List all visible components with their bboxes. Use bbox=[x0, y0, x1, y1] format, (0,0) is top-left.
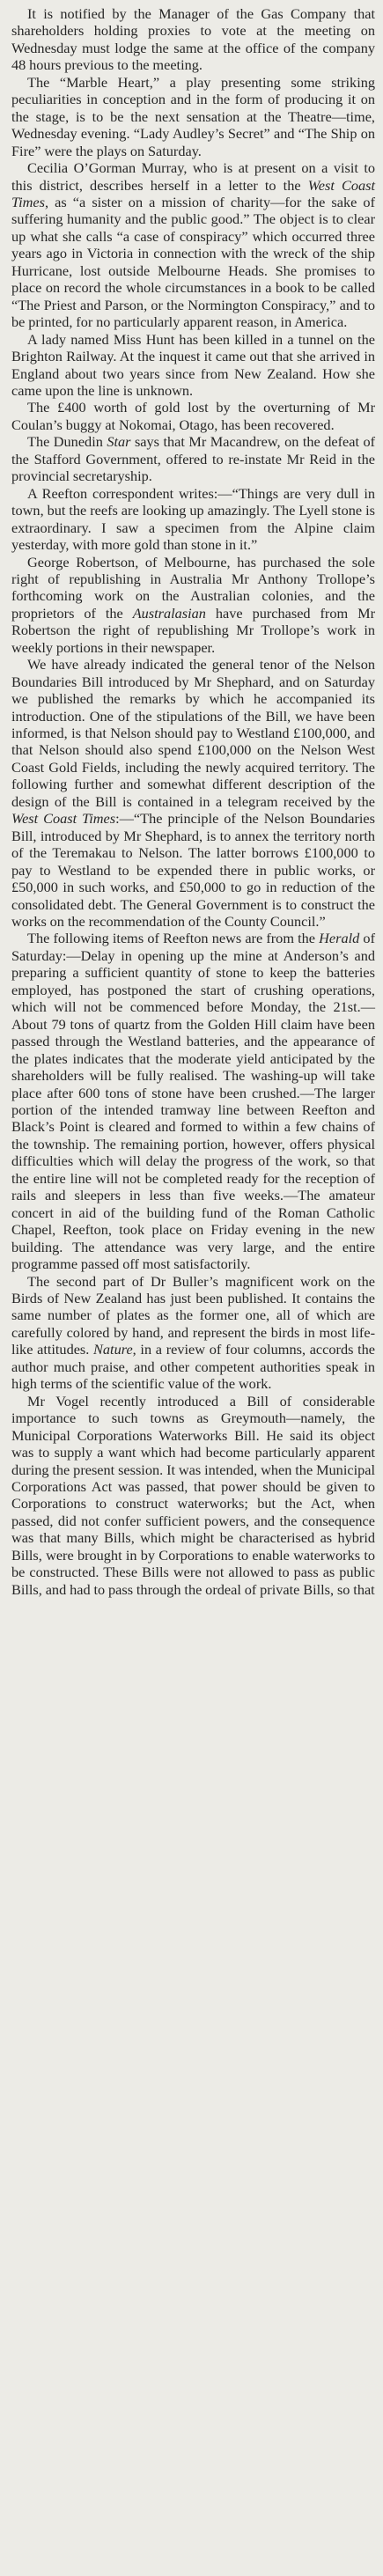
article-paragraph bbox=[11, 485, 375, 554]
paragraph-text: It is notified by the Manager of the Gas Company that shareholders holding proxies to vote at the meeting on Wednesday must lodge the same at the office of the company 48 hours previous to the meeting. bbox=[11, 5, 375, 74]
publication-title: West Coast Times bbox=[11, 810, 116, 828]
article-paragraph bbox=[11, 1273, 375, 1393]
article-paragraph bbox=[11, 554, 375, 657]
paragraph-text: of Saturday:—Delay in opening up the mine at Anderson’s and preparing a sufficient quantity of stone to keep the batteries employed, has postponed the start of crushing operations, which will not be commenced before Monday, the 21st.—About 79 tons of quartz from the Golden Hill claim have been passed through the Westland batteries, and the appearance of the plates indicates that the moderate yield anticipated by the shareholders will be fully realised. The washing-up will take place after 600 tons of stone have been crushed.—The larger portion of the intended tramway line between Reefton and Black’s Point is cleared and formed to within a few chains of the township. The remaining portion, however, offers physical difficulties which will delay the progress of the work, so that the entire line will not be completed ready for the reception of rails and sleepers in less than five weeks.—The amateur concert in aid of the building fund of the Roman Catholic Chapel, Reefton, took place on Friday evening in the new building. The attendance was very large, and the entire programme passed off most satisfactorily. bbox=[11, 930, 375, 1273]
publication-title: West Coast Times bbox=[11, 176, 375, 210]
article-paragraph bbox=[11, 433, 375, 484]
publication-title: Star bbox=[107, 433, 131, 451]
paragraph-text: says that Mr Macandrew, on the defeat of the Stafford Government, offered to re-instate Mr Reid in the provincial secretaryship. bbox=[11, 433, 376, 485]
article-paragraph bbox=[11, 399, 375, 433]
paragraph-text: George Robertson, of Melbourne, has purchased the sole right of republishing in Australia Mr Anthony Trollope’s forthcoming work on the Australian colonies, and the proprietors of the bbox=[11, 553, 375, 622]
paragraph-text: We have already indicated the general tenor of the Nelson Boundaries Bill introduced by Mr Shephard, and on Saturday we published the remarks by which he accompanied its introduction. One of the stipulations of the Bill, we have been informed, is that Nelson should pay to Westland £100,000, and that Nelson should also spend £100,000 on the Nelson West Coast Gold Fields, including the newly acquired territory. The following further and somewhat different description of the design of the Bill is contained in a telegram received by the bbox=[11, 656, 375, 810]
paragraph-text: A lady named Miss Hunt has been killed in a tunnel on the Brighton Railway. At the inquest it came out that she arrived in England about two years since from New Zealand. How she came upon the line is unknown. bbox=[11, 330, 375, 399]
publication-title: Australasian bbox=[132, 604, 206, 622]
article-paragraph bbox=[11, 159, 375, 331]
paragraph-text: Mr Vogel recently introduced a Bill of considerable importance to such towns as Greymouth—namely, the Municipal Corporations Waterworks Bill. He said its object was to supply a want which had become particularly apparent during the present session. It was intended, when the Municipal Corporations Act was passed, that power should be given to Corporations to construct waterworks; but the Act, when passed, did not confer sufficient powers, and the consequence was that many Bills, which might be characterised as hybrid Bills, were brought in by Corporations to enable waterworks to be constructed. These Bills were not allowed to pass as public Bills, and had to pass through the ordeal of private Bills, so that bbox=[11, 1392, 375, 1598]
paragraph-text: The following items of Reefton news are from the bbox=[27, 930, 320, 947]
article-paragraph bbox=[11, 331, 375, 400]
paragraph-text: , in a review of four columns, accords the author much praise, and other competent authorities speak in high terms of the scientific value of the work. bbox=[11, 1341, 376, 1393]
publication-title: Nature bbox=[93, 1341, 133, 1358]
article-paragraph bbox=[11, 656, 375, 930]
paragraph-text: The second part of Dr Buller’s magnificent work on the Birds of New Zealand has just been published. It contains the same number of plates as the former one, all of which are carefully colored by hand, and represent the birds in most life-like attitudes. bbox=[11, 1272, 375, 1358]
paragraph-text: The “Marble Heart,” a play presenting some striking peculiarities in conception and in the form of producing it on the stage, is to be the next sensation at the Theatre—time, Wednesday evening. “Lady Audley’s Secret” and “The Ship on Fire” were the plays on Saturday. bbox=[11, 73, 375, 159]
paragraph-text: A Reefton correspondent writes:—“Things are very dull in town, but the reefs are looking up amazingly. The Lyell stone is extraordinary. I saw a specimen from the Alpine claim yesterday, with more gold than stone in it.” bbox=[11, 484, 375, 554]
paragraph-text: The £400 worth of gold lost by the overturning of Mr Coulan’s buggy at Nokomai, Otago, has been recovered. bbox=[11, 399, 375, 433]
paragraph-text: have purchased from Mr Robertson the right of republishing Mr Trollope’s work in weekly portions in their newspaper. bbox=[11, 604, 375, 656]
paragraph-text: Cecilia O’Gorman Murray, who is at present on a visit to this district, describes herself in a letter to the bbox=[11, 159, 375, 194]
paragraph-text: :—“The principle of the Nelson Boundaries Bill, introduced by Mr Shephard, is to annex the territory north of the Teremakau to Nelson. The latter borrows £100,000 to pay to Westland to be expended there in public works, or £50,000 in such works, and £50,000 to go in reduction of the consolidated debt. The General Government is to construct the works on the recommendation of the County Council.” bbox=[11, 810, 375, 931]
paragraph-text: The Dunedin bbox=[27, 433, 107, 451]
paragraph-text: , as “a sister on a mission of charity—for the sake of suffering humanity and the public good.” The object is to clear up what she calls “a case of conspiracy” which occurred three years ago in Victoria in connection with the wreck of the ship Hurricane, lost outside Melbourne Heads. She promises to place on record the whole circumstances in a book to be called “The Priest and Parson, or the Normington Conspiracy,” and to be printed, for no particularly apparent reason, in America. bbox=[11, 193, 375, 331]
publication-title: Herald bbox=[319, 930, 360, 947]
article-paragraph bbox=[11, 5, 375, 74]
article-paragraph bbox=[11, 930, 375, 1272]
article-paragraph bbox=[11, 74, 375, 159]
article-paragraph bbox=[11, 1393, 375, 1598]
